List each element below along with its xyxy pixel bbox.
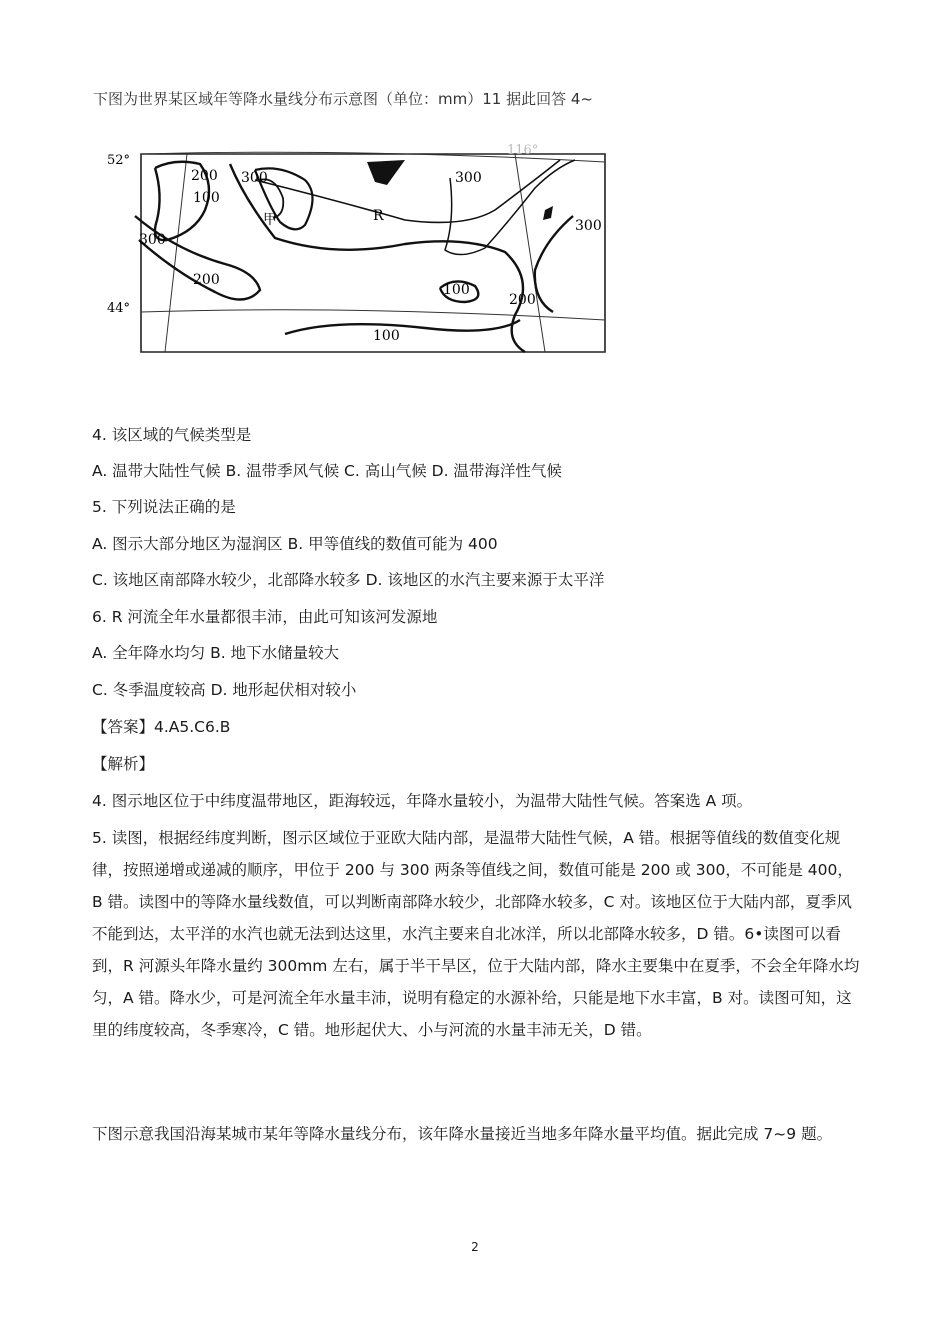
label-300-right: 300	[455, 170, 482, 186]
answer-line: 【答案】4.A5.C6.B	[92, 718, 231, 736]
analysis-5-6: 5. 读图，根据经纬度判断，图示区域位于亚欧大陆内部，是温带大陆性气候，A 错。根据等值线的数值变化规律，按照递增或递减的顺序，甲位于 200 与 300 两条等值线之间，数值可能是 200 或 300，不可能是 400，B 错。读图中的等降水量线数值，可以判断南部降水较少，北部降水较多，C 对。该地区位于大陆内部，夏季风不能到达，太平洋的水汽也就无法到达这里，水汽主要来自北冰洋，所以北部降水较多，D 错。6•读图可以看到，R 河源头年降水量约 300mm 左右，属于半干旱区，位于大陆内部，降水主要集中在夏季，不会全年降水均匀，A 错。降水少，可是河流全年水量丰沛，说明有稳定的水源补给，只能是地下水丰富，B 对。读图可知，这里的纬度较高，冬季寒冷，C 错。地形起伏大、小与河流的水量丰沛无关，D 错。	[92, 829, 860, 1039]
label-river-r: R	[373, 208, 384, 224]
isohyet-300-right	[535, 216, 573, 312]
label-200-east: 200	[509, 292, 536, 308]
figure-intro: 下图为世界某区域年等降水量线分布示意图（单位：mm）11 据此回答 4~	[93, 90, 593, 108]
parallel-44	[141, 310, 605, 320]
lake-east	[543, 206, 553, 220]
label-200-top: 200	[191, 168, 218, 184]
label-100-bottom: 100	[373, 328, 400, 344]
label-100-left: 100	[193, 190, 220, 206]
label-100-east: 100	[443, 282, 470, 298]
label-200-west: 200	[193, 272, 220, 288]
lon-label: 116°	[507, 143, 539, 158]
isohyet-map-svg	[105, 140, 615, 360]
page-number: 2	[471, 1240, 479, 1254]
lat-44-label: 44°	[107, 301, 131, 316]
question-5: 5. 下列说法正确的是	[92, 498, 236, 516]
question-4-options: A. 温带大陆性气候 B. 温带季风气候 C. 高山气候 D. 温带海洋性气候	[92, 462, 562, 480]
question-4: 4. 该区域的气候类型是	[92, 426, 252, 444]
label-300-west: 300	[139, 232, 166, 248]
question-6-options-2: C. 冬季温度较高 D. 地形起伏相对较小	[92, 681, 357, 699]
question-5-options-1: A. 图示大部分地区为湿润区 B. 甲等值线的数值可能为 400	[92, 535, 498, 553]
next-figure-intro: 下图示意我国沿海某城市某年等降水量线分布，该年降水量接近当地多年降水量平均值。据此完成 7~9 题。	[92, 1125, 833, 1143]
meridian-west	[165, 154, 187, 352]
lake-north	[367, 160, 405, 185]
label-300-east: 300	[575, 218, 602, 234]
analysis-label: 【解析】	[92, 755, 155, 773]
precipitation-map	[105, 140, 615, 360]
question-6: 6. R 河流全年水量都很丰沛，由此可知该河发源地	[92, 608, 438, 626]
analysis-4: 4. 图示地区位于中纬度温带地区，距海较远，年降水量较小，为温带大陆性气候。答案选 A 项。	[92, 792, 753, 810]
lat-52-label: 52°	[107, 153, 131, 168]
label-jia: 甲	[263, 212, 277, 228]
isohyet-100-south	[285, 320, 520, 334]
question-5-options-2: C. 该地区南部降水较少，北部降水较多 D. 该地区的水汽主要来源于太平洋	[92, 571, 605, 589]
label-300-top: 300	[241, 170, 268, 186]
question-6-options-1: A. 全年降水均匀 B. 地下水储量较大	[92, 644, 340, 662]
